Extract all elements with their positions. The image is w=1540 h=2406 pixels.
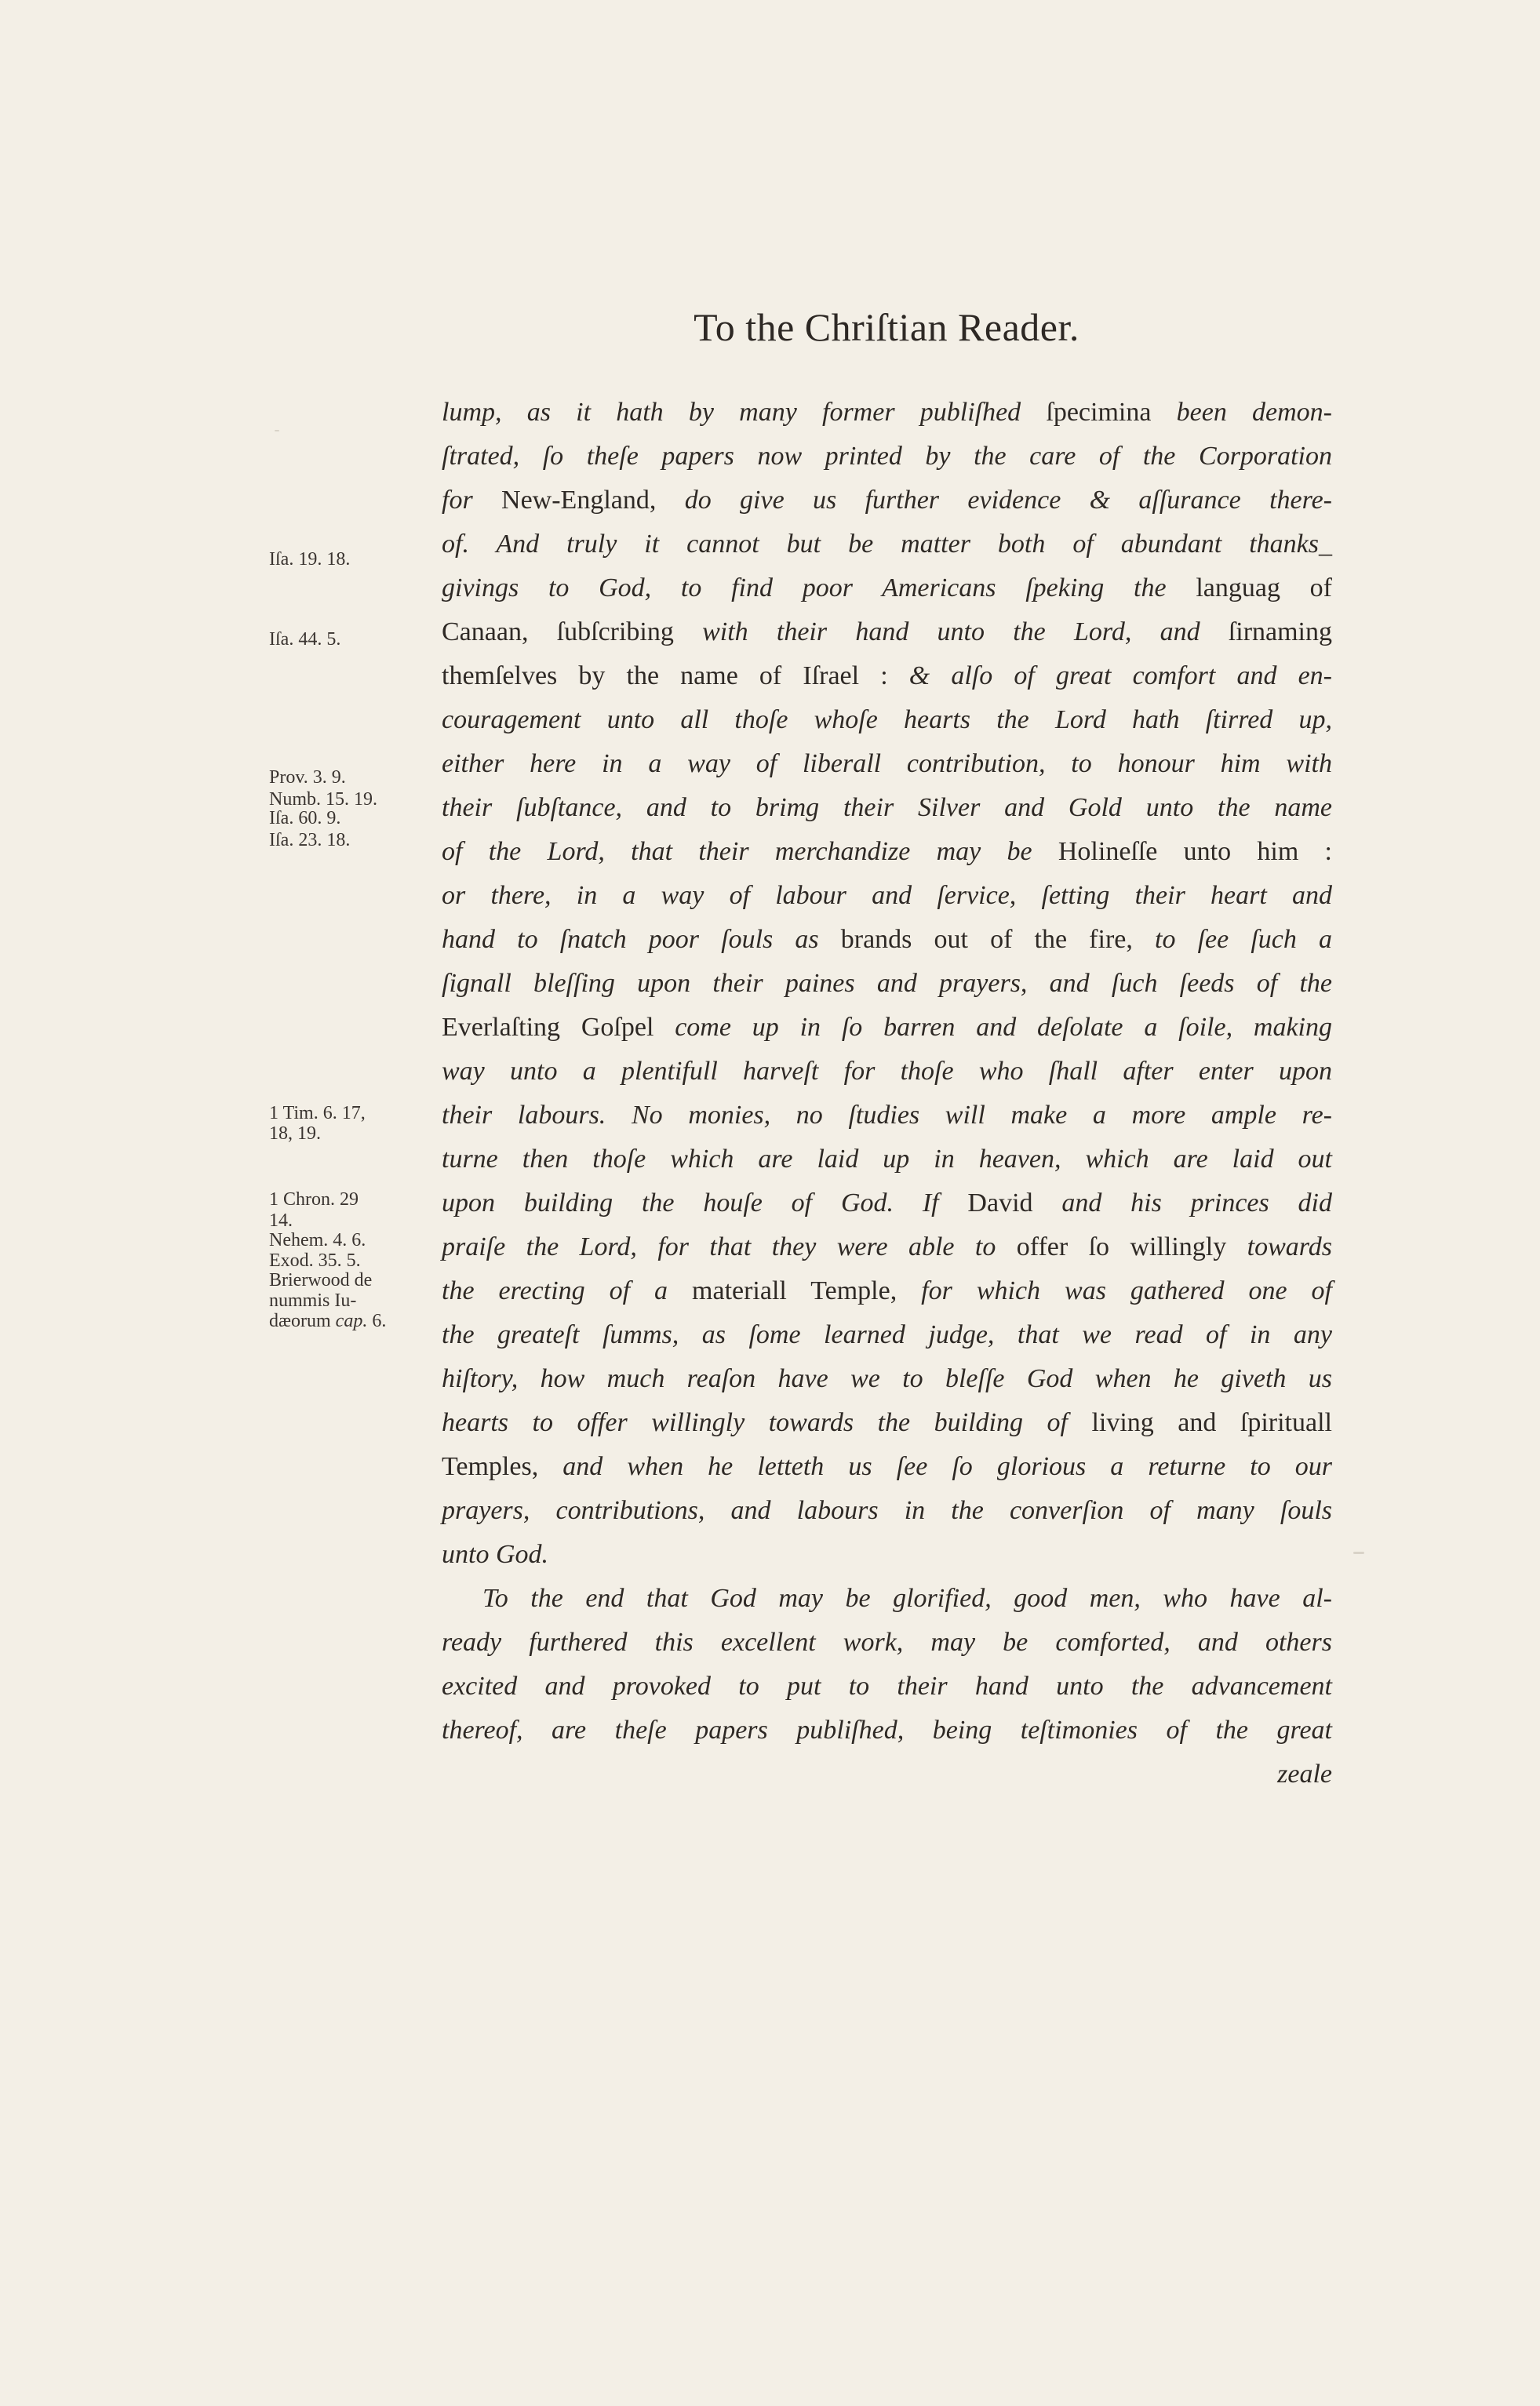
roman-run: David	[967, 1188, 1033, 1218]
margin-note	[269, 549, 350, 570]
roman-run: themſelves by the name of Iſrael :	[442, 661, 888, 690]
roman-run: materiall Temple,	[692, 1276, 897, 1305]
italic-run: excited and provoked to put to their hand unto the advancement	[442, 1672, 1332, 1701]
roman-run: offer ſo willingly	[1016, 1232, 1227, 1261]
margin-note-run: cap.	[335, 1311, 368, 1331]
roman-run: living and ſpirituall	[1091, 1408, 1332, 1437]
italic-run: for	[442, 486, 502, 515]
italic-run: way unto a plentifull harveſt for thoſe who ſhall after enter upon	[442, 1057, 1332, 1086]
italic-run: hearts to offer willingly towards the building of	[442, 1408, 1092, 1437]
italic-run: of the Lord, that their merchandize may be	[442, 837, 1058, 866]
italic-run: the greateſt ſumms, as ſome learned judge, that we read of in any	[442, 1320, 1332, 1349]
margin-note-run: nummis Iu-	[269, 1290, 357, 1311]
text-line	[442, 610, 1332, 654]
text-line	[442, 874, 1332, 918]
italic-run: To the end that God may be glorified, good men, who have al-	[482, 1584, 1332, 1613]
roman-run: Everlaſting Goſpel	[442, 1013, 654, 1042]
text-line	[442, 1665, 1332, 1709]
margin-note	[269, 1210, 293, 1231]
text-line	[442, 435, 1332, 479]
margin-note	[269, 830, 350, 850]
italic-run: ready furthered this excellent work, may be comforted, and others	[442, 1628, 1332, 1657]
italic-run: come up in ſo barren and deſolate a ſoile, making	[653, 1013, 1332, 1042]
text-line	[442, 1094, 1332, 1137]
italic-run: & alſo of great comfort and en-	[887, 661, 1332, 690]
italic-run: their labours. No monies, no ſtudies will make a more ample re-	[442, 1101, 1332, 1130]
italic-run: or there, in a way of labour and ſervice, ſetting their heart and	[442, 881, 1332, 910]
text-line	[442, 1357, 1332, 1401]
roman-run: Holineſſe unto him :	[1058, 837, 1332, 866]
text-line	[442, 1006, 1332, 1050]
italic-run: towards	[1226, 1232, 1332, 1261]
text-line	[442, 918, 1332, 962]
roman-run: brands out of the fire,	[840, 925, 1133, 954]
text-line	[442, 522, 1332, 566]
italic-run: couragement unto all thoſe whoſe hearts the Lord hath ſtirred up,	[442, 705, 1332, 734]
text-line	[442, 1401, 1332, 1445]
margin-note	[269, 808, 340, 828]
margin-note-run: 18, 19.	[269, 1123, 321, 1144]
text-line	[442, 1577, 1332, 1621]
text-line	[442, 1225, 1332, 1269]
margin-note	[269, 1311, 386, 1331]
margin-note	[269, 629, 340, 650]
margin-note-run: 6.	[367, 1311, 387, 1331]
italic-run: , as it hath by many former publiſhed	[495, 398, 1047, 427]
roman-run: New-England,	[501, 486, 657, 515]
text-line	[442, 479, 1332, 522]
paper-speck	[1353, 1552, 1364, 1554]
text-line	[442, 566, 1332, 610]
italic-run: and when he letteth us ſee ſo glorious a returne to our	[538, 1452, 1332, 1481]
margin-note	[269, 1230, 366, 1250]
italic-run: thereof, are theſe papers publiſhed, being teſtimonies of the great	[442, 1716, 1332, 1745]
italic-run: unto God.	[442, 1540, 548, 1569]
italic-run: zeale	[1277, 1760, 1332, 1789]
text-line	[442, 654, 1332, 698]
margin-note-run: 1 Tim. 6. 17,	[269, 1103, 366, 1123]
margin-note	[269, 1103, 366, 1123]
margin-note	[269, 1189, 359, 1210]
text-line	[442, 698, 1332, 742]
margin-note-run: Numb. 15. 19.	[269, 789, 377, 810]
italic-run: turne then thoſe which are laid up in heaven, which are laid out	[442, 1145, 1332, 1174]
text-line	[442, 1181, 1332, 1225]
italic-run: ſtrated, ſo theſe papers now printed by the care of the Corporation	[442, 442, 1332, 471]
italic-run: givings to God, to find poor Americans ſpeking the	[442, 573, 1196, 602]
roman-run: ſirnaming	[1228, 617, 1332, 646]
italic-run: hand to ſnatch poor ſouls as	[442, 925, 841, 954]
text-line	[442, 1137, 1332, 1181]
margin-note	[269, 1290, 356, 1311]
italic-run: and his princes did	[1032, 1188, 1333, 1218]
italic-run: upon building the houſe of God. If	[442, 1188, 968, 1218]
text-line	[442, 830, 1332, 874]
italic-run: prayers, contributions, and labours in the converſion of many ſouls	[442, 1496, 1332, 1525]
roman-run: Canaan, ſubſcribing	[442, 617, 674, 646]
paper-speck	[275, 430, 279, 431]
italic-run: of. And truly it cannot but be matter both of abundant thanks_	[442, 530, 1332, 559]
margin-note-run: Iſa. 19. 18.	[269, 549, 351, 570]
margin-note-run: Iſa. 60. 9.	[269, 808, 341, 828]
text-line	[442, 1313, 1332, 1357]
italic-run: do give us further evidence & aſſurance there-	[656, 486, 1332, 515]
text-line	[442, 1621, 1332, 1665]
text-line	[442, 1709, 1332, 1753]
margin-note	[269, 1123, 321, 1144]
text-line	[442, 742, 1332, 786]
running-head: To the Chriſtian Reader.	[694, 305, 1079, 349]
italic-run: for which was gathered one of	[897, 1276, 1333, 1305]
italic-run: either here in a way of liberall contribution, to honour him with	[442, 749, 1332, 778]
text-line	[442, 1753, 1332, 1796]
margin-note-run: Nehem. 4. 6.	[269, 1230, 366, 1250]
italic-run: the erecting of a	[442, 1276, 693, 1305]
margin-note-run: 1 Chron. 29	[269, 1189, 359, 1210]
margin-note-run: dæorum	[269, 1311, 336, 1331]
italic-run: their ſubſtance, and to brimg their Silver and Gold unto the name	[442, 793, 1332, 822]
text-line	[442, 786, 1332, 830]
margin-note-run: 14.	[269, 1210, 293, 1231]
text-line	[442, 1050, 1332, 1094]
margin-note-run: Exod. 35. 5.	[269, 1250, 361, 1271]
text-line	[442, 391, 1332, 435]
roman-run: Temples,	[442, 1452, 539, 1481]
italic-run: been demon-	[1151, 398, 1332, 427]
italic-run: lump	[442, 398, 495, 427]
italic-run: hiſtory, how much reaſon have we to bleſſe God when he giveth us	[442, 1364, 1332, 1393]
italic-run: ſignall bleſſing upon their paines and prayers, and ſuch ſeeds of the	[442, 969, 1332, 998]
margin-note-run: Iſa. 23. 18.	[269, 830, 351, 850]
text-line	[442, 1269, 1332, 1313]
body-text	[442, 391, 1332, 1796]
text-line	[442, 1445, 1332, 1489]
margin-note-run: Iſa. 44. 5.	[269, 629, 341, 650]
roman-run: ſpecimina	[1046, 398, 1152, 427]
italic-run: with their hand unto the Lord, and	[673, 617, 1229, 646]
italic-run: praiſe the Lord, for that they were able to	[442, 1232, 1017, 1261]
margin-note	[269, 1250, 361, 1271]
roman-run: languag of	[1196, 573, 1332, 602]
margin-note	[269, 789, 377, 810]
margin-note-run: Brierwood de	[269, 1270, 373, 1290]
margin-note	[269, 1270, 372, 1290]
margin-note	[269, 767, 346, 788]
text-line	[442, 1533, 1332, 1577]
margin-note-run: Prov. 3. 9.	[269, 767, 346, 788]
italic-run: to ſee ſuch a	[1132, 925, 1332, 954]
text-line	[442, 1489, 1332, 1533]
text-line	[442, 962, 1332, 1006]
